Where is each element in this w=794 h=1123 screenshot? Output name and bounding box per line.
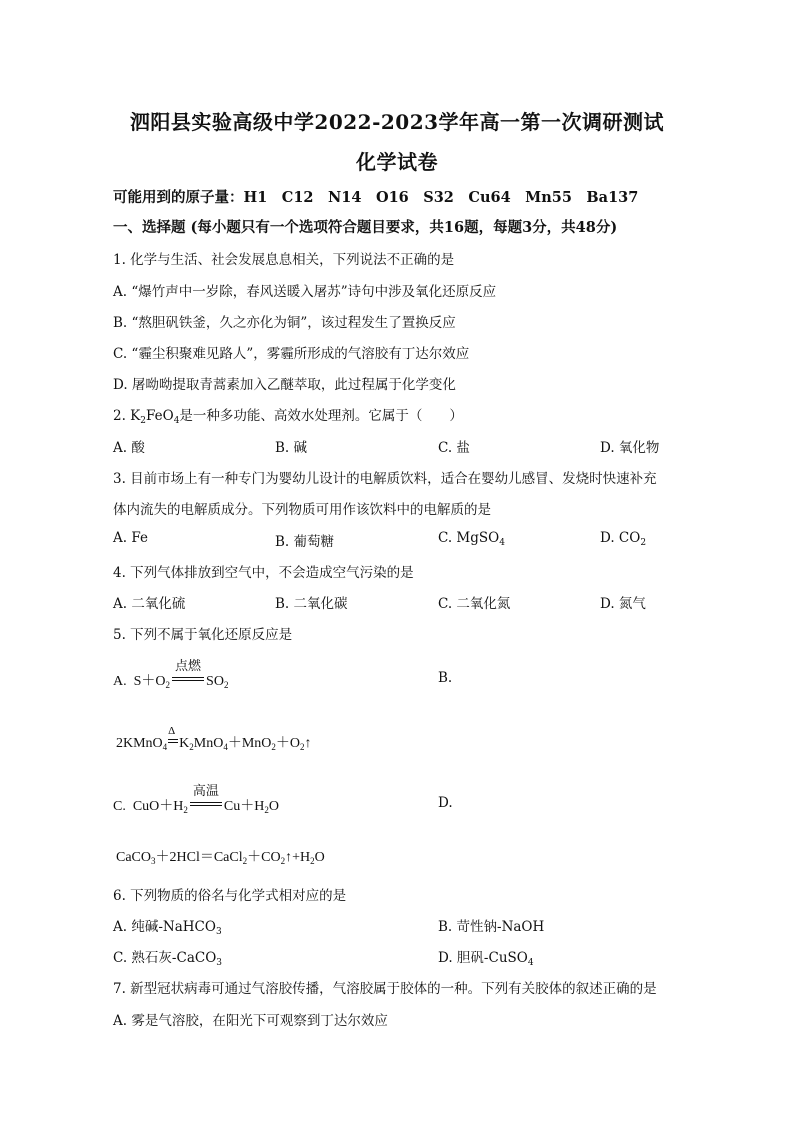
question-1-option-c: C. “霾尘积聚难见路人”，雾霾所形成的气溶胶有丁达尔效应 [113, 346, 470, 362]
question-1-option-a: A. “爆竹声中一岁除，春风送暖入屠苏”诗句中涉及氧化还原反应 [113, 284, 497, 300]
question-3-option-b: B. 葡萄糖 [275, 534, 335, 550]
question-4-stem: 4. 下列气体排放到空气中，不会造成空气污染的是 [113, 565, 414, 581]
question-2-option-d: D. 氧化物 [600, 440, 660, 456]
question-5-stem: 5. 下列不属于氧化还原反应是 [113, 627, 293, 643]
question-1-option-d: D. 屠呦呦提取青蒿素加入乙醚萃取，此过程属于化学变化 [113, 377, 456, 393]
question-5-option-d-label: D. [438, 795, 453, 811]
question-7-option-a: A. 雾是气溶胶，在阳光下可观察到丁达尔效应 [113, 1013, 388, 1029]
question-5-option-a: A. $S+O_2$ 点燃 $SO_2$ [113, 658, 229, 690]
question-6-option-c: C. 熟石灰-CaCO$_3$ [113, 950, 223, 968]
question-1-option-b: B. “熬胆矾铁釜，久之亦化为铜”，该过程发生了置换反应 [113, 315, 456, 331]
question-7-stem: 7. 新型冠状病毒可通过气溶胶传播，气溶胶属于胶体的一种。下列有关胶体的叙述正确的是 [113, 981, 657, 997]
question-6-stem: 6. 下列物质的俗名与化学式相对应的是 [113, 888, 347, 904]
exam-title: 泗阳县实验高级中学2022-2023学年高一第一次调研测试 [129, 110, 665, 134]
question-5-option-c: C. $CuO+H_2$ 高温 $Cu+H_2O$ [113, 783, 279, 815]
heat-triangle: Δ [168, 725, 176, 737]
question-3-option-d: D. $CO_2$ [600, 530, 647, 548]
question-1-stem: 1. 化学与生活、社会发展息息相关，下列说法不正确的是 [113, 252, 455, 268]
question-6-option-b: B. 苛性钠-NaOH [438, 919, 545, 935]
question-6-option-d: D. 胆矾-CuSO$_4$ [438, 950, 534, 968]
question-4-option-b: B. 二氧化碳 [275, 596, 348, 612]
question-2-option-b: B. 碱 [275, 440, 308, 456]
question-3-option-a: A. Fe [113, 530, 148, 546]
question-2-option-c: C. 盐 [438, 440, 470, 456]
question-3-stem-line-1: 3. 目前市场上有一种专门为婴幼儿设计的电解质饮料，适合在婴幼儿感冒、发烧时快速补充 [113, 471, 657, 487]
question-2-option-a: A. 酸 [113, 440, 145, 456]
ignite-condition: 点燃 [175, 658, 202, 673]
exam-subject: 化学试卷 [356, 150, 438, 174]
question-6-option-a: A. 纯碱-NaHCO$_3$ [113, 919, 222, 937]
question-3-stem-line-2: 体内流失的电解质成分。下列物质可用作该饮料中的电解质的是 [113, 502, 491, 518]
question-4-option-d: D. 氮气 [600, 596, 646, 612]
question-2-stem: 2. $K_2FeO_4$是一种多功能、高效水处理剂。它属于（ ） [113, 408, 463, 426]
question-5-option-d-equation: $CaCO_3+2HCl=CaCl_2+CO_2↑+H_2O$ [116, 850, 325, 866]
question-5-option-b-label: B. [438, 670, 453, 686]
section-heading: 一、选择题 (每小题只有一个选项符合题目要求，共16题，每题3分，共48分) [113, 219, 618, 236]
atomic-masses: 可能用到的原子量：H1 C12 N14 O16 S32 Cu64 Mn55 Ba137 [113, 189, 639, 206]
question-4-option-c: C. 二氧化氮 [438, 596, 511, 612]
question-3-option-c: C. MgSO$_4$ [438, 530, 505, 548]
question-4-option-a: A. 二氧化硫 [113, 596, 186, 612]
high-temperature-condition: 高温 [192, 783, 219, 798]
question-5-option-b-equation: 2KMnO$_4$ Δ $K_2MnO_4+MnO_2+O_2↑$ [116, 725, 312, 752]
